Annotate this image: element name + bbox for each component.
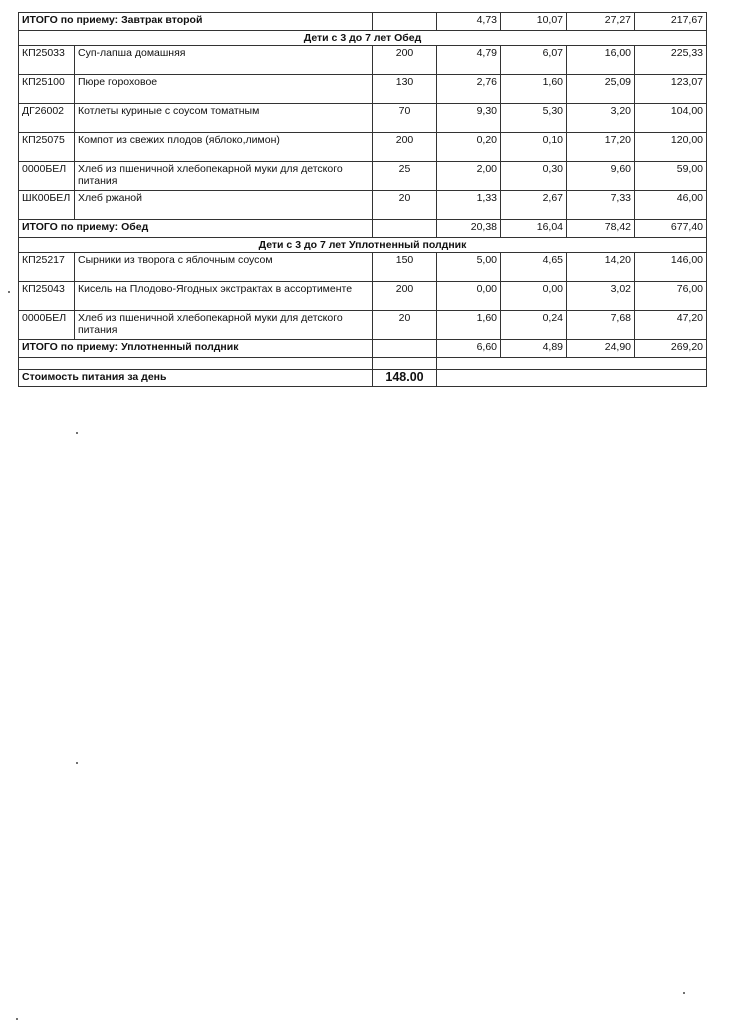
fat-cell: 1,60 — [501, 75, 567, 104]
fat-cell: 4,89 — [501, 340, 567, 358]
scan-speck — [683, 992, 685, 994]
carbs-cell: 3,02 — [567, 282, 635, 311]
code-cell: КП25100 — [19, 75, 75, 104]
carbs-cell: 78,42 — [567, 220, 635, 238]
code-cell: КП25075 — [19, 133, 75, 162]
energy-cell: 104,00 — [635, 104, 707, 133]
carbs-cell: 7,68 — [567, 311, 635, 340]
code-cell: ДГ26002 — [19, 104, 75, 133]
table-row — [19, 162, 707, 191]
carbs-cell: 25,09 — [567, 75, 635, 104]
code-cell: КП25217 — [19, 253, 75, 282]
carbs-cell: 16,00 — [567, 46, 635, 75]
energy-cell: 269,20 — [635, 340, 707, 358]
weight-cell: 25 — [373, 162, 437, 191]
fat-cell: 0,00 — [501, 282, 567, 311]
code-cell: ШК00БЕЛ — [19, 191, 75, 220]
daily-cost-label: Стоимость питания за день — [19, 370, 373, 387]
carbs-cell: 14,20 — [567, 253, 635, 282]
dish-name-cell: Сырники из творога с яблочным соусом — [75, 253, 373, 282]
scan-speck — [8, 291, 10, 293]
weight-cell: 20 — [373, 311, 437, 340]
table-row — [19, 311, 707, 340]
total-row-breakfast — [19, 13, 707, 31]
daily-cost-value: 148.00 — [373, 370, 437, 387]
dish-name-cell: Хлеб из пшеничной хлебопекарной муки для детского питания — [75, 311, 373, 340]
total-row-lunch — [19, 220, 707, 238]
carbs-cell: 3,20 — [567, 104, 635, 133]
dish-name-cell: Хлеб из пшеничной хлебопекарной муки для детского питания — [75, 162, 373, 191]
fat-cell: 10,07 — [501, 13, 567, 31]
energy-cell: 225,33 — [635, 46, 707, 75]
weight-cell: 20 — [373, 191, 437, 220]
protein-cell: 6,60 — [437, 340, 501, 358]
fat-cell: 0,30 — [501, 162, 567, 191]
total-label: ИТОГО по приему: Завтрак второй — [19, 13, 373, 31]
protein-cell: 4,73 — [437, 13, 501, 31]
protein-cell: 1,33 — [437, 191, 501, 220]
table-row — [19, 133, 707, 162]
protein-cell: 2,00 — [437, 162, 501, 191]
dish-name-cell: Суп-лапша домашняя — [75, 46, 373, 75]
section-title: Дети с 3 до 7 лет Уплотненный полдник — [19, 238, 707, 253]
dish-name-cell: Компот из свежих плодов (яблоко,лимон) — [75, 133, 373, 162]
section-title: Дети с 3 до 7 лет Обед — [19, 31, 707, 46]
dish-name-cell: Хлеб ржаной — [75, 191, 373, 220]
section-heading-snack — [19, 238, 707, 253]
protein-cell: 0,20 — [437, 133, 501, 162]
protein-cell: 20,38 — [437, 220, 501, 238]
section-heading-lunch — [19, 31, 707, 46]
weight-cell: 200 — [373, 282, 437, 311]
total-label: ИТОГО по приему: Обед — [19, 220, 373, 238]
total-row-snack — [19, 340, 707, 358]
carbs-cell: 24,90 — [567, 340, 635, 358]
code-cell: 0000БЕЛ — [19, 162, 75, 191]
code-cell: КП25043 — [19, 282, 75, 311]
fat-cell: 2,67 — [501, 191, 567, 220]
energy-cell: 217,67 — [635, 13, 707, 31]
protein-cell: 2,76 — [437, 75, 501, 104]
energy-cell: 677,40 — [635, 220, 707, 238]
weight-cell: 150 — [373, 253, 437, 282]
daily-cost-row — [19, 370, 707, 387]
dish-name-cell: Котлеты куриные с соусом томатным — [75, 104, 373, 133]
menu-table — [18, 12, 707, 387]
protein-cell: 1,60 — [437, 311, 501, 340]
fat-cell: 5,30 — [501, 104, 567, 133]
code-cell: 0000БЕЛ — [19, 311, 75, 340]
dish-name-cell: Пюре гороховое — [75, 75, 373, 104]
table-row — [19, 282, 707, 311]
energy-cell: 59,00 — [635, 162, 707, 191]
table-row — [19, 191, 707, 220]
fat-cell: 0,24 — [501, 311, 567, 340]
protein-cell: 5,00 — [437, 253, 501, 282]
carbs-cell: 9,60 — [567, 162, 635, 191]
fat-cell: 0,10 — [501, 133, 567, 162]
carbs-cell: 27,27 — [567, 13, 635, 31]
carbs-cell: 17,20 — [567, 133, 635, 162]
fat-cell: 16,04 — [501, 220, 567, 238]
fat-cell: 4,65 — [501, 253, 567, 282]
energy-cell: 76,00 — [635, 282, 707, 311]
spacer-row — [19, 358, 707, 370]
table-row — [19, 75, 707, 104]
table-row — [19, 104, 707, 133]
energy-cell: 123,07 — [635, 75, 707, 104]
energy-cell: 120,00 — [635, 133, 707, 162]
energy-cell: 47,20 — [635, 311, 707, 340]
weight-cell: 70 — [373, 104, 437, 133]
code-cell: КП25033 — [19, 46, 75, 75]
energy-cell: 46,00 — [635, 191, 707, 220]
scan-speck — [16, 1018, 18, 1020]
protein-cell: 4,79 — [437, 46, 501, 75]
carbs-cell: 7,33 — [567, 191, 635, 220]
table-row — [19, 253, 707, 282]
weight-cell: 200 — [373, 133, 437, 162]
fat-cell: 6,07 — [501, 46, 567, 75]
scan-speck — [76, 762, 78, 764]
total-label: ИТОГО по приему: Уплотненный полдник — [19, 340, 373, 358]
weight-cell: 130 — [373, 75, 437, 104]
table-row — [19, 46, 707, 75]
scan-speck — [76, 432, 78, 434]
dish-name-cell: Кисель на Плодово-Ягодных экстрактах в ассортименте — [75, 282, 373, 311]
energy-cell: 146,00 — [635, 253, 707, 282]
protein-cell: 0,00 — [437, 282, 501, 311]
weight-cell: 200 — [373, 46, 437, 75]
protein-cell: 9,30 — [437, 104, 501, 133]
